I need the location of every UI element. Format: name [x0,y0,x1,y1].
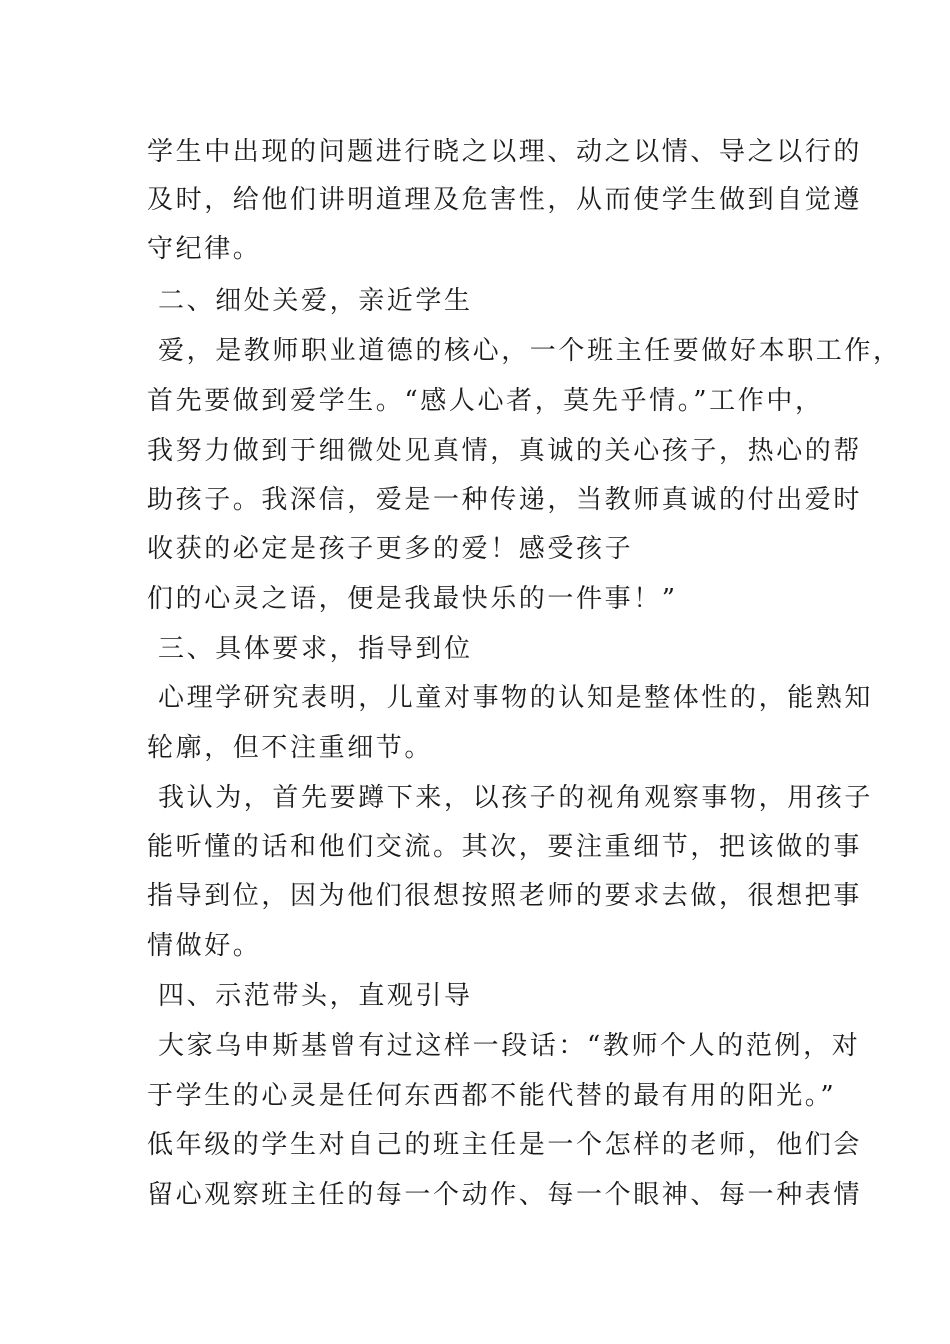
section-heading: 二、细处关爱，亲近学生 [158,286,473,316]
body-text-line: 心理学研究表明，儿童对事物的认知是整体性的，能熟知 [158,683,874,713]
body-text-line: 指导到位，因为他们很想按照老师的要求去做，很想把事 [147,881,863,911]
body-text-line: 收获的必定是孩子更多的爱！感受孩子 [147,534,634,564]
body-text-line: 爱，是教师职业道德的核心，一个班主任要做好本职工作， [158,336,902,366]
body-text-line: 助孩子。我深信，爱是一种传递，当教师真诚的付出爱时 [147,485,863,515]
body-text-line: 守纪律。 [147,234,262,264]
body-text-line: 我认为，首先要蹲下来，以孩子的视角观察事物，用孩子 [158,783,874,813]
body-text-line: 情做好。 [147,931,262,961]
section-heading: 四、示范带头，直观引导 [158,981,473,1011]
body-text-line: 我努力做到于细微处见真情，真诚的关心孩子，热心的帮 [147,436,863,466]
section-heading: 三、具体要求，指导到位 [158,634,473,664]
body-text-line: 低年级的学生对自己的班主任是一个怎样的老师，他们会 [147,1130,863,1160]
body-text-line: 及时，给他们讲明道理及危害性，从而使学生做到自觉遵 [147,185,863,215]
body-text-line: 首先要做到爱学生。“感人心者，莫先乎情。”工作中， [147,386,824,416]
body-text-line: 学生中出现的问题进行晓之以理、动之以情、导之以行的 [147,137,863,167]
body-text-line: 轮廓，但不注重细节。 [147,733,434,763]
body-text-line: 大家乌申斯基曾有过这样一段话：“教师个人的范例，对 [158,1031,861,1061]
body-text-line: 们的心灵之语，便是我最快乐的一件事！” [147,584,678,614]
body-text-line: 能听懂的话和他们交流。其次，要注重细节，把该做的事 [147,832,863,862]
body-text-line: 留心观察班主任的每一个动作、每一个眼神、每一种表情 [147,1180,863,1210]
body-text-line: 于学生的心灵是任何东西都不能代替的最有用的阳光。” [147,1081,837,1111]
